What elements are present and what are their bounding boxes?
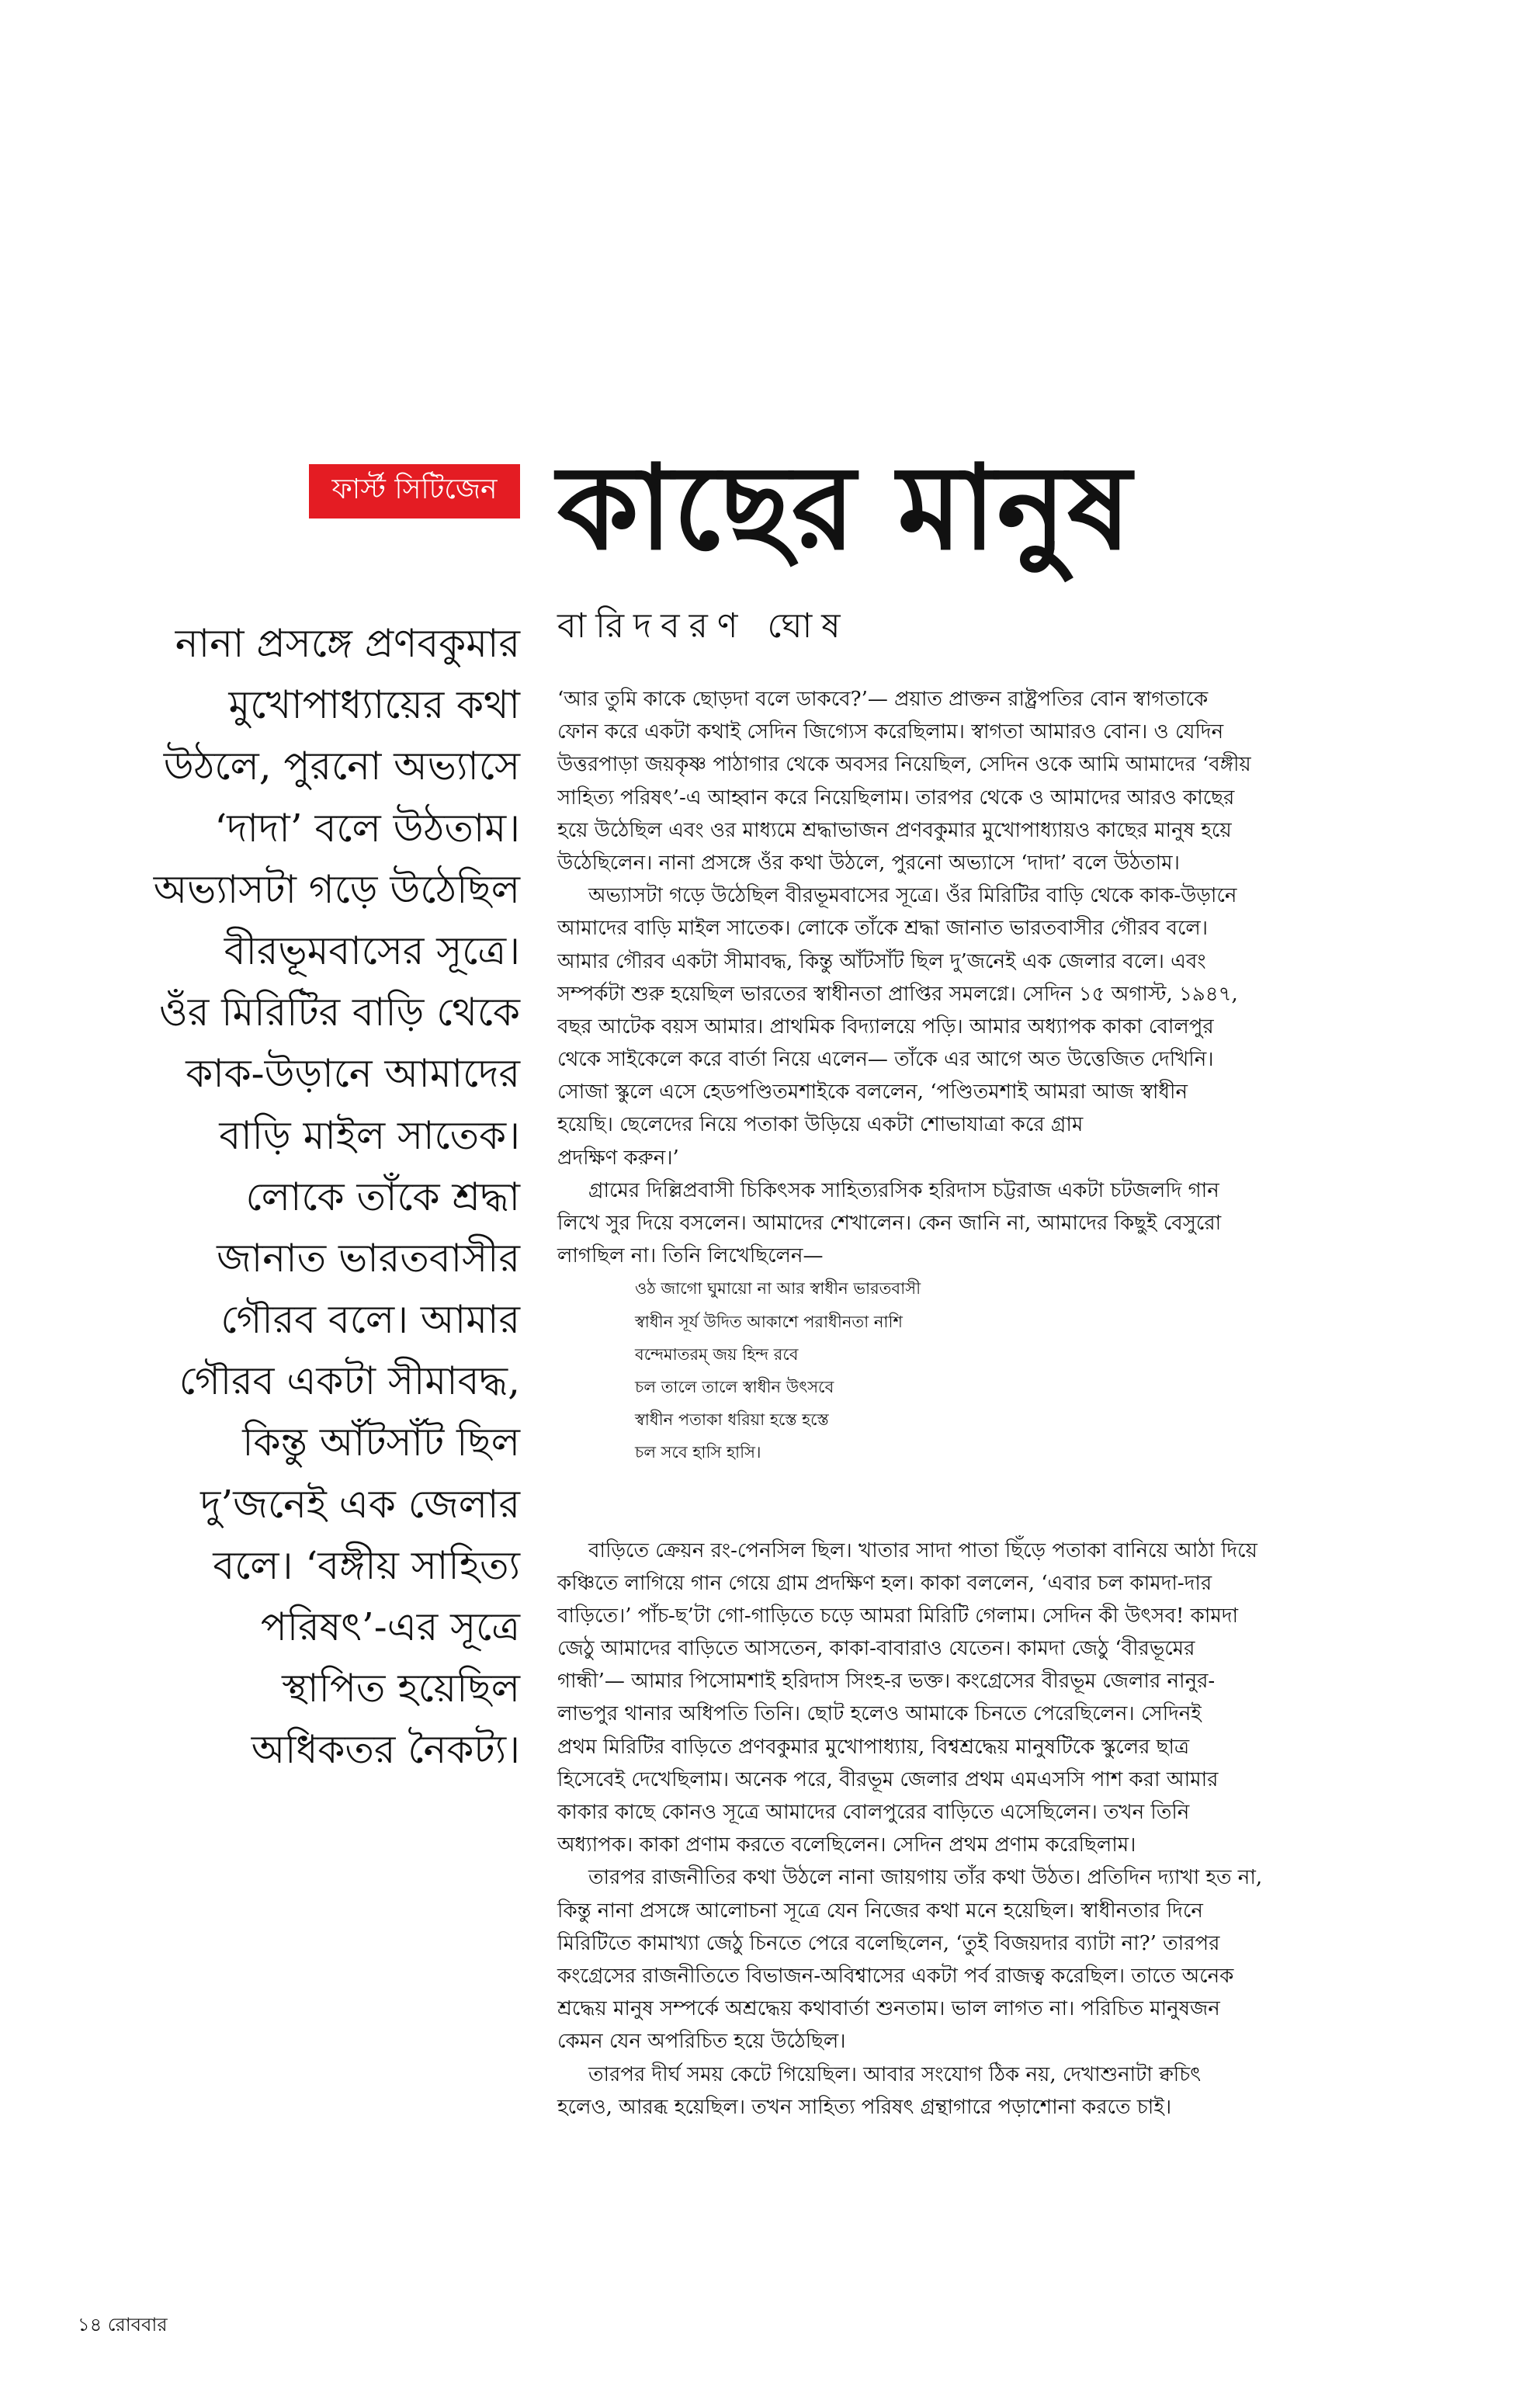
author-byline: বারিদবরণ ঘোষ xyxy=(557,606,850,646)
paragraph-line: কংগ্রেসের রাজনীতিতে বিভাজন-অবিশ্বাসের একটা পর্ব রাজত্ব করেছিল। তাতে অনেক xyxy=(557,1964,1234,1988)
headline: কাছের মানুষ xyxy=(557,441,1132,576)
poem-line: বন্দেমাতরম্‌ জয় হিন্দ রবে xyxy=(635,1344,799,1364)
pull-quote-line: ‘দাদা’ বলে উঠতাম। xyxy=(214,805,520,851)
pull-quote-line: ওঁর মিরিটির বাড়ি থেকে xyxy=(159,990,520,1035)
pull-quote-line: গৌরব একটা সীমাবদ্ধ, xyxy=(179,1358,520,1404)
pull-quote-line: বাড়ি মাইল সাতেক। xyxy=(219,1112,520,1158)
pull-quote-line: নানা প্রসঙ্গে প্রণবকুমার xyxy=(175,621,520,666)
paragraph-line: আমাদের বাড়ি মাইল সাতেক। লোকে তাঁকে শ্রদ্ধা জানাত ভারতবাসীর গৌরব বলে। xyxy=(557,917,1209,941)
paragraph-line: ‘আর তুমি কাকে ছোড়দা বলে ডাকবে?’— প্রয়াত প্রাক্তন রাষ্ট্রপতির বোন স্বাগতাকে xyxy=(557,688,1209,711)
paragraph-line: শ্রদ্ধেয় মানুষ সম্পর্কে অশ্রদ্ধেয় কথাবার্তা শুনতাম। ভাল লাগত না। পরিচিত মানুষজন xyxy=(557,1997,1220,2021)
poem-line: স্বাধীন পতাকা ধরিয়া হস্তে হস্তে xyxy=(635,1410,829,1430)
poem-line: চল তালে তালে স্বাধীন উৎসবে xyxy=(635,1377,834,1396)
paragraph-line: হয়েছি। ছেলেদের নিয়ে পতাকা উড়িয়ে একটা শোভাযাত্রা করে গ্রাম xyxy=(557,1113,1084,1137)
paragraph-line: কাকার কাছে কোনও সূত্রে আমাদের বোলপুরের বাড়িতে এসেছিলেন। তখন তিনি xyxy=(557,1801,1190,1824)
pull-quote-line: অধিকতর নৈকট্য। xyxy=(251,1727,520,1773)
column-tag: ফার্স্ট সিটিজেন xyxy=(309,464,520,518)
poem-line: চল সবে হাসি হাসি। xyxy=(635,1443,761,1462)
pull-quote-line: অভ্যাসটা গড়ে উঠেছিল xyxy=(153,866,520,912)
paragraph-line: থেকে সাইকেলে করে বার্তা নিয়ে এলেন— তাঁকে এর আগে অত উত্তেজিত দেখিনি। xyxy=(557,1048,1214,1072)
pull-quote-line: মুখোপাধ্যায়ের কথা xyxy=(228,682,520,728)
page-footer: ১৪ রোববার xyxy=(78,2314,168,2336)
paragraph-line: কেমন যেন অপরিচিত হয়ে উঠেছিল। xyxy=(557,2030,846,2054)
paragraph-line: প্রথম মিরিটির বাড়িতে প্রণবকুমার মুখোপাধ্যায়, বিশ্বশ্রদ্ধেয় মানুষটিকে স্কুলের ছাত্র xyxy=(557,1735,1190,1759)
paragraph-line: কঞ্চিতে লাগিয়ে গান গেয়ে গ্রাম প্রদক্ষিণ হল। কাকা বললেন, ‘এবার চল কামদা-দার xyxy=(557,1571,1212,1595)
paragraph-line: সোজা স্কুলে এসে হেডপণ্ডিতমশাইকে বললেন, ‘পণ্ডিতমশাই আমরা আজ স্বাধীন xyxy=(557,1080,1188,1105)
paragraph-line: লিখে সুর দিয়ে বসলেন। আমাদের শেখালেন। কেন জানি না, আমাদের কিছুই বেসুরো xyxy=(557,1212,1222,1235)
paragraph-line: প্রদক্ষিণ করুন।’ xyxy=(557,1146,679,1170)
paragraph-line: গান্ধী’— আমার পিসোমশাই হরিদাস সিংহ-র ভক্ত। কংগ্রেসের বীরভূম জেলার নানুর- xyxy=(557,1670,1216,1694)
paragraph-line: বছর আটেক বয়স আমার। প্রাথমিক বিদ্যালয়ে পড়ি। আমার অধ্যাপক কাকা বোলপুর xyxy=(557,1014,1214,1039)
paragraph-line: হিসেবেই দেখেছিলাম। অনেক পরে, বীরভূম জেলার প্রথম এমএসসি পাশ করা আমার xyxy=(557,1767,1219,1791)
pull-quote-line: গৌরব বলে। আমার xyxy=(220,1297,520,1343)
pull-quote xyxy=(78,613,520,1773)
paragraph-line: লাগছিল না। তিনি লিখেছিলেন— xyxy=(557,1244,824,1268)
paragraph-line: তারপর রাজনীতির কথা উঠলে নানা জায়গায় তাঁর কথা উঠত। প্রতিদিন দ্যাখা হত না, xyxy=(588,1866,1263,1890)
paragraph-line: আমার গৌরব একটা সীমাবদ্ধ, কিন্তু আঁটসাঁট ছিল দু’জনেই এক জেলার বলে। এবং xyxy=(557,949,1206,973)
paragraph-line: কিন্তু নানা প্রসঙ্গে আলোচনা সূত্রে যেন নিজের কথা মনে হয়েছিল। স্বাধীনতার দিনে xyxy=(557,1899,1203,1923)
poem-line: ওঠ জাগো ঘুমায়ো না আর স্বাধীন ভারতবাসী xyxy=(635,1279,921,1299)
paragraph-gap xyxy=(557,1469,1489,1535)
paragraph-line: লাভপুর থানার অধিপতি তিনি। ছোট হলেও আমাকে চিনতে পেরেছিলেন। সেদিনই xyxy=(557,1702,1202,1726)
paragraph-line: গ্রামের দিল্লিপ্রবাসী চিকিৎসক সাহিত্যরসিক হরিদাস চট্টরাজ একটা চটজলদি গান xyxy=(588,1178,1219,1202)
paragraph-line: বাড়িতে।’ পাঁচ-ছ’টা গো-গাড়িতে চড়ে আমরা মিরিটি গেলাম। সেদিন কী উৎসব! কামদা xyxy=(557,1604,1239,1628)
pull-quote-line: বলে। ‘বঙ্গীয় সাহিত্য xyxy=(213,1542,520,1588)
paragraph-line: হয়ে উঠেছিল এবং ওর মাধ্যমে শ্রদ্ধাভাজন প্রণবকুমার মুখোপাধ্যায়ও কাছের মানুষ হয়ে xyxy=(557,818,1232,842)
paragraph-line: সম্পর্কটা শুরু হয়েছিল ভারতের স্বাধীনতা প্রাপ্তির সমলগ্নে। সেদিন ১৫ অগাস্ট, ১৯৪৭, xyxy=(557,982,1238,1006)
pull-quote-line: বীরভূমবাসের সূত্রে। xyxy=(224,928,520,973)
paragraph-line: অধ্যাপক। কাকা প্রণাম করতে বলেছিলেন। সেদিন প্রথম প্রণাম করেছিলাম। xyxy=(557,1833,1136,1857)
pull-quote-line: লোকে তাঁকে শ্রদ্ধা xyxy=(245,1174,520,1219)
paragraph-line: তারপর দীর্ঘ সময় কেটে গিয়েছিল। আবার সংযোগ ঠিক নয়, দেখাশুনাটা ক্বচিৎ xyxy=(588,2062,1202,2086)
pull-quote-line: উঠলে, পুরনো অভ্যাসে xyxy=(163,744,520,789)
poem-line: স্বাধীন সূর্য উদিত আকাশে পরাধীনতা নাশি xyxy=(635,1312,903,1331)
paragraph-line: সাহিত্য পরিষৎ’-এ আহ্বান করে নিয়েছিলাম। তারপর থেকে ও আমাদের আরও কাছের xyxy=(557,786,1235,810)
paragraph-line: বাড়িতে ক্রেয়ন রং-পেনসিল ছিল। খাতার সাদা পাতা ছিঁড়ে পতাকা বানিয়ে আঠা দিয়ে xyxy=(588,1538,1257,1562)
pull-quote-line: পরিষৎ’-এর সূত্রে xyxy=(260,1604,520,1649)
paragraph-line: অভ্যাসটা গড়ে উঠেছিল বীরভূমবাসের সূত্রে। ওঁর মিরিটির বাড়ি থেকে কাক-উড়ানে xyxy=(588,884,1237,908)
pull-quote-line: দু’জনেই এক জেলার xyxy=(200,1481,520,1527)
pull-quote-line: কাক-উড়ানে আমাদের xyxy=(186,1051,520,1097)
article-body xyxy=(557,683,1489,2197)
paragraph-line: জেঠু আমাদের বাড়িতে আসতেন, কাকা-বাবারাও যেতেন। কামদা জেঠু ‘বীরভূমের xyxy=(557,1637,1195,1661)
paragraph-line: মিরিটিতে কামাখ্যা জেঠু চিনতে পেরে বলেছিলেন, ‘তুই বিজয়দার ব্যাটা না?’ তারপর xyxy=(557,1931,1220,1955)
pull-quote-line: জানাত ভারতবাসীর xyxy=(217,1235,520,1281)
pull-quote-line: স্থাপিত হয়েছিল xyxy=(282,1666,520,1712)
paragraph-line: হলেও, আরব্ধ হয়েছিল। তখন সাহিত্য পরিষৎ গ্রন্থাগারে পড়াশোনা করতে চাই। xyxy=(557,2095,1172,2119)
paragraph-line: ফোন করে একটা কথাই সেদিন জিগ্যেস করেছিলাম। স্বাগতা আমারও বোন। ও যেদিন xyxy=(557,720,1224,744)
paragraph-line: উঠেছিলেন। নানা প্রসঙ্গে ওঁর কথা উঠলে, পুরনো অভ্যাসে ‘দাদা’ বলে উঠতাম। xyxy=(557,851,1180,875)
pull-quote-line: কিন্তু আঁটসাঁট ছিল xyxy=(242,1420,520,1465)
paragraph-line: উত্তরপাড়া জয়কৃষ্ণ পাঠাগার থেকে অবসর নিয়েছিল, সেদিন ওকে আমি আমাদের ‘বঙ্গীয় xyxy=(557,753,1251,777)
